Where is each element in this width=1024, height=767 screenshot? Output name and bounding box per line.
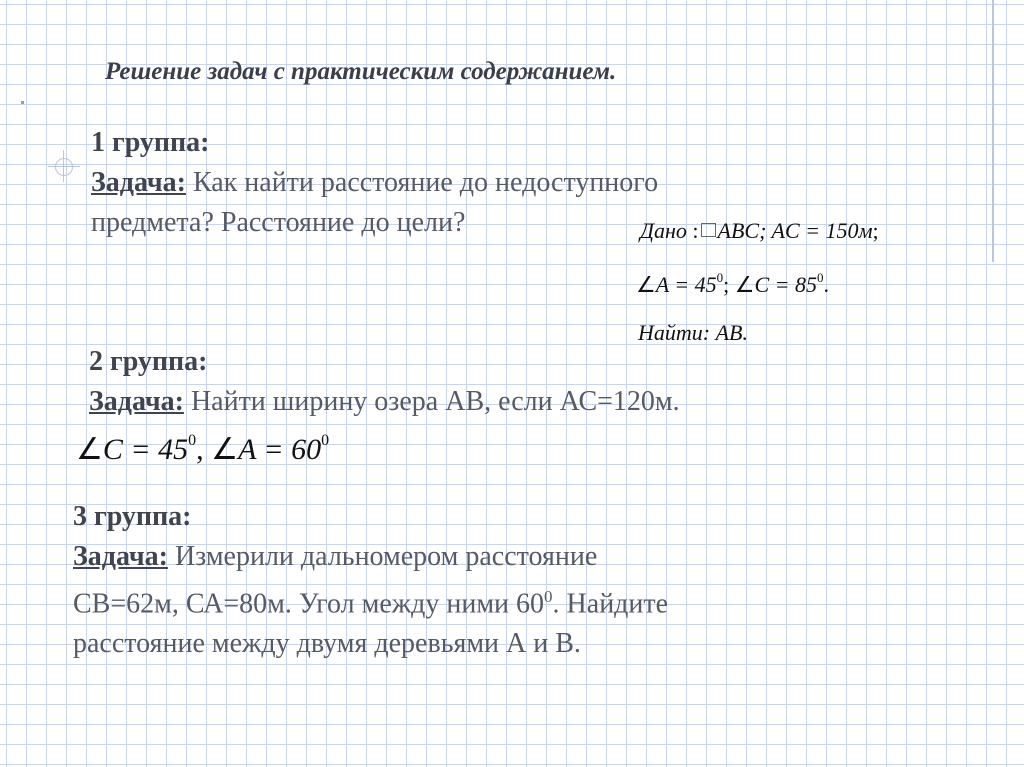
angle-c-2: C = 45 [102, 433, 189, 466]
crosshair-vertical [63, 150, 64, 182]
given-label: Дано [640, 218, 687, 243]
group-1-task-line-1 [91, 163, 658, 203]
bullet-dot [21, 101, 24, 104]
given-line-2: ∠A = $45^0$; ∠C = $85^0$. [636, 270, 830, 297]
angle-icon: ∠ [211, 433, 239, 466]
group-2 [89, 342, 680, 422]
group-1-task-text-2: предмета? Расстояние до цели? [91, 207, 466, 238]
vertical-margin-line [992, 0, 994, 262]
group-1 [91, 123, 658, 243]
triangle-name: ABC [717, 218, 760, 243]
group-3-task-text-1: Измерили дальномером расстояние [167, 541, 598, 572]
group-3-task-label: Задача: [73, 541, 168, 572]
group-2-task-line-1 [89, 382, 680, 422]
group-1-heading: 1 группа: [91, 127, 210, 158]
angle-icon: ∠ [734, 272, 755, 297]
angle-a: A = 45 [655, 272, 717, 297]
crosshair-ring-icon [55, 158, 73, 176]
group-2-task-text-1: Найти ширину озера АВ, если АС=120м. [183, 386, 680, 417]
group-1-task-label: Задача: [91, 167, 186, 198]
group-3-task-text-2: СВ=62м, СА=80м. Угол между ними $60^0$. Найдите [73, 587, 669, 620]
crosshair-horizontal [48, 166, 80, 167]
group-3 [73, 497, 668, 664]
group-3-task-line-1 [73, 537, 668, 577]
group-3-heading: 3 группа: [73, 501, 192, 532]
find-value: : AB. [702, 320, 748, 345]
given-line-1: Дано : ABC; AC = 150м; [640, 218, 879, 243]
group-1-task-text-1: Как найти расстояние до недоступного [185, 167, 659, 198]
slide-title: Решение задач с практическим содержанием. [105, 58, 617, 85]
given-2-line: ∠C = $45^0$, ∠A = $60^0$ [76, 432, 330, 466]
angle-a-2: A = 60 [238, 433, 322, 466]
group-2-heading: 2 группа: [89, 346, 208, 377]
angle-c: C = 85 [754, 272, 818, 297]
find-label: Найти [638, 320, 703, 345]
angle-icon: ∠ [636, 272, 656, 297]
triangle-icon [701, 223, 716, 237]
unit-m: м [858, 218, 873, 243]
group-3-task-text-3: расстояние между двумя деревьями А и В. [73, 628, 581, 660]
side-ac: ; AC = 150 [759, 218, 859, 243]
angle-icon: ∠ [76, 433, 103, 466]
group-2-task-label: Задача: [89, 386, 184, 417]
